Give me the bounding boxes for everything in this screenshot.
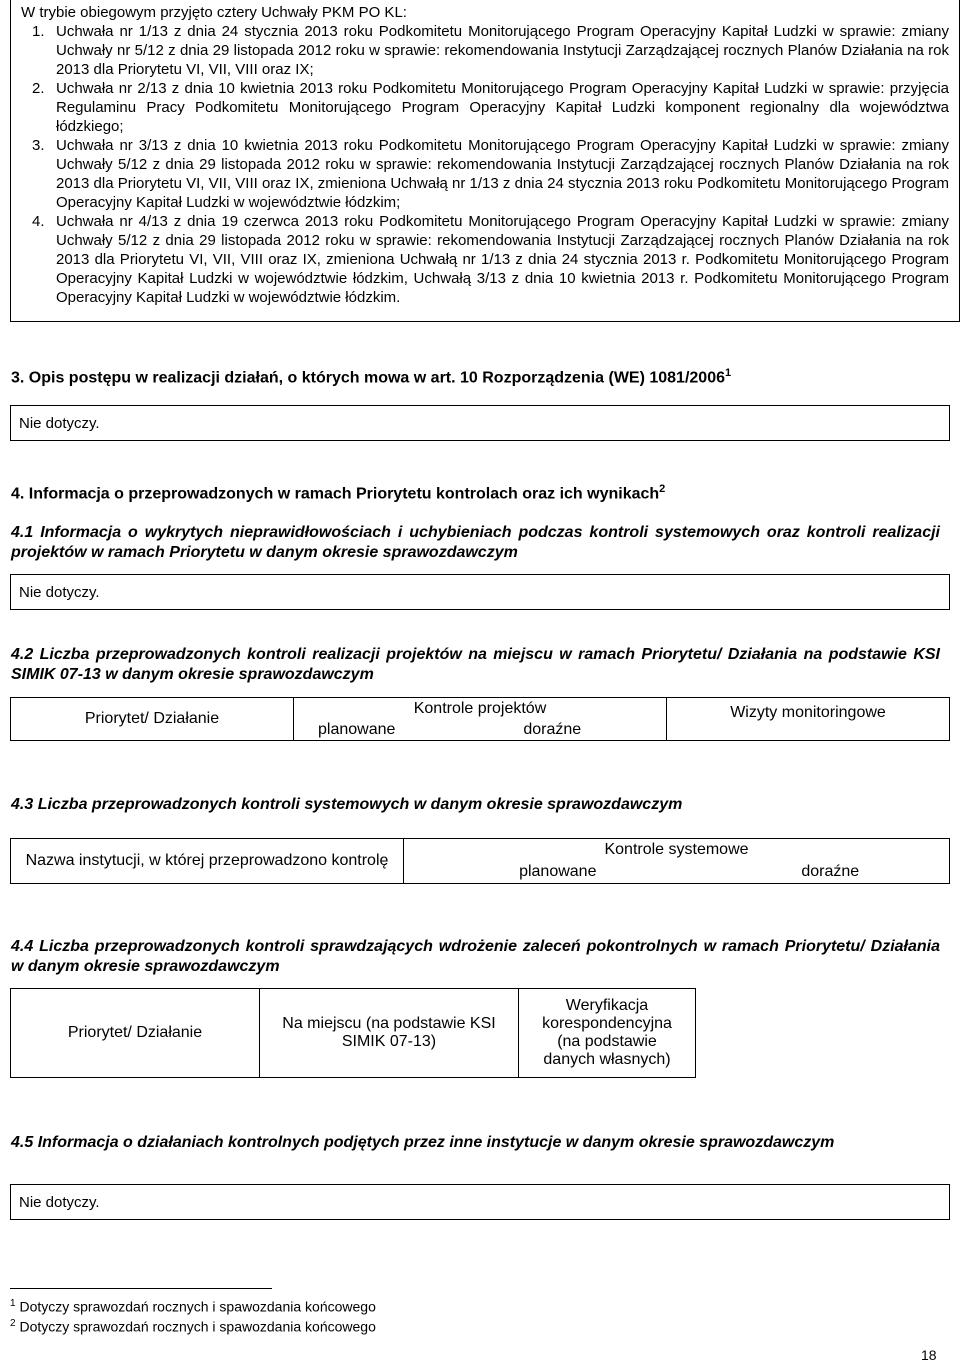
section-3-box-text: Nie dotyczy. [19, 415, 100, 432]
resolution-item [21, 136, 949, 212]
table-4-3 [10, 838, 950, 884]
section-4-2-heading: 4.2 Liczba przeprowadzonych kontroli realizacji projektów na miejscu w ramach Priorytetu/ Działania na podstawie KSI SIMIK 07-13 w danym okresie sprawozdawczym [11, 646, 940, 683]
resolution-item [21, 22, 949, 79]
section-4-3-heading: 4.3 Liczba przeprowadzonych kontroli systemowych w danym okresie sprawozdawczym [11, 796, 683, 813]
resolution-text: Uchwała nr 1/13 z dnia 24 stycznia 2013 roku Podkomitetu Monitorującego Program Operacyjny Kapitał Ludzki w sprawie: zmiany Uchwały nr 5/12 z dnia 29 listopada 2012 roku w sprawie: rekomendowania Instytucji Zarządzającej rocznych Planów Działania na rok 2013 dla Priorytetu VI, VII, VIII oraz IX; [56, 23, 949, 78]
section-4-4-heading: 4.4 Liczba przeprowadzonych kontroli sprawdzających wdrożenie zaleceń pokontrolnych w ramach Priorytetu/ Działania w danym okresie sprawozdawczym [11, 938, 940, 975]
section-4-1-box-text: Nie dotyczy. [19, 584, 100, 601]
footnote-ref-2: 2 [659, 483, 666, 495]
footnote-1-num: 1 [10, 1298, 16, 1309]
section-4-5-box [10, 1184, 950, 1220]
table-4-2 [10, 697, 950, 741]
section-4-heading: 4. Informacja o przeprowadzonych w ramach Priorytetu kontrolach oraz ich wynikach$^2$ [11, 483, 666, 503]
resolution-text: Uchwała nr 4/13 z dnia 19 czerwca 2013 roku Podkomitetu Monitorującego Program Operacyjny Kapitał Ludzki w sprawie: zmiany Uchwały 5/12 z dnia 29 listopada 2012 roku w sprawie: rekomendowania Instytucji Zarządzającej rocznych Planów Działania na rok 2013 dla Priorytetu VI, VII, VIII oraz IX, zmieniona Uchwałą nr 1/13 z dnia 24 stycznia 2013 r. Podkomitetu Monitorującego Program Operacyjny Kapitał Ludzki w województwie łódzkim, Uchwałą 3/13 z dnia 10 kwietnia 2013 r. Podkomitetu Monitorującego Program Operacyjny Kapitał Ludzki w województwie łódzkim. [56, 213, 949, 306]
t42-col-project-controls: Kontrole projektów [294, 698, 667, 720]
t43-col-system-controls: Kontrole systemowe [404, 839, 950, 862]
resolutions-box [10, 0, 960, 322]
t42-col-monitoring: Wizyty monitoringowe [667, 698, 950, 741]
resolution-number: 1. [32, 23, 45, 40]
section-3-heading: 3. Opis postępu w realizacji działań, o których mowa w art. 10 Rozporządzenia (WE) 1081/2006$^1$ [11, 367, 732, 387]
footnote-1-text: Dotyczy sprawozdań rocznych i spawozdania końcowego [19, 1298, 376, 1315]
t42-col-planned: planowane [294, 719, 504, 741]
page-number: 18 [921, 1347, 937, 1363]
resolutions-intro: W trybie obiegowym przyjęto cztery Uchwały PKM PO KL: [21, 4, 407, 21]
resolution-item [21, 79, 949, 136]
resolution-number: 2. [32, 80, 45, 97]
resolution-item [21, 212, 949, 307]
section-3-box [10, 405, 950, 441]
section-4-1-heading: 4.1 Informacja o wykrytych nieprawidłowościach i uchybieniach podczas kontroli systemowych oraz kontroli realizacji projektów w ramach Priorytetu w danym okresie sprawozdawczym [11, 524, 940, 561]
t43-col-institution: Nazwa instytucji, w której przeprowadzono kontrolę [11, 839, 404, 884]
section-4-5-box-text: Nie dotyczy. [19, 1194, 100, 1211]
t44-col-priority: Priorytet/ Działanie [11, 989, 260, 1078]
t44-col-correspondence: Weryfikacja korespondencyjna (na podstawie danych własnych) [519, 989, 696, 1078]
resolution-text: Uchwała nr 2/13 z dnia 10 kwietnia 2013 roku Podkomitetu Monitorującego Program Operacyjny Kapitał Ludzki w sprawie: przyjęcia Regulaminu Pracy Podkomitetu Monitorującego Program Operacyjny Kapitał Ludzki komponent regionalny dla województwa łódzkiego; [56, 80, 949, 135]
section-4-1-box [10, 574, 950, 610]
section-4-5-heading: 4.5 Informacja o działaniach kontrolnych podjętych przez inne instytucje w danym okresie sprawozdawczym [11, 1134, 835, 1151]
t43-col-adhoc: doraźne [712, 861, 950, 884]
t43-col-planned: planowane [404, 861, 712, 884]
resolution-text: Uchwała nr 3/13 z dnia 10 kwietnia 2013 roku Podkomitetu Monitorującego Program Operacyjny Kapitał Ludzki w sprawie: zmiany Uchwały 5/12 z dnia 29 listopada 2012 roku w sprawie: rekomendowania Instytucji Zarządzającej rocznych Planów Działania na rok 2013 dla Priorytetu VI, VII, VIII oraz IX, zmieniona Uchwałą nr 1/13 z dnia 24 stycznia 2013 roku Podkomitetu Monitorującego Program Operacyjny Kapitał Ludzki w województwie łódzkim; [56, 137, 949, 211]
footnote-1 [10, 1295, 376, 1316]
t42-col-adhoc: doraźne [503, 719, 666, 741]
resolutions-list [21, 22, 949, 307]
footnote-separator [10, 1288, 272, 1289]
resolution-number: 4. [32, 213, 45, 230]
resolution-number: 3. [32, 137, 45, 154]
table-4-4 [10, 988, 696, 1078]
t42-col-priority: Priorytet/ Działanie [11, 698, 294, 741]
footnote-2-text: Dotyczy sprawozdań rocznych i spawozdania końcowego [19, 1318, 376, 1335]
t44-col-onsite: Na miejscu (na podstawie KSI SIMIK 07-13) [260, 989, 519, 1078]
footnote-ref-1: 1 [725, 367, 732, 379]
footnote-2-num: 2 [10, 1318, 16, 1329]
footnote-2 [10, 1315, 376, 1336]
